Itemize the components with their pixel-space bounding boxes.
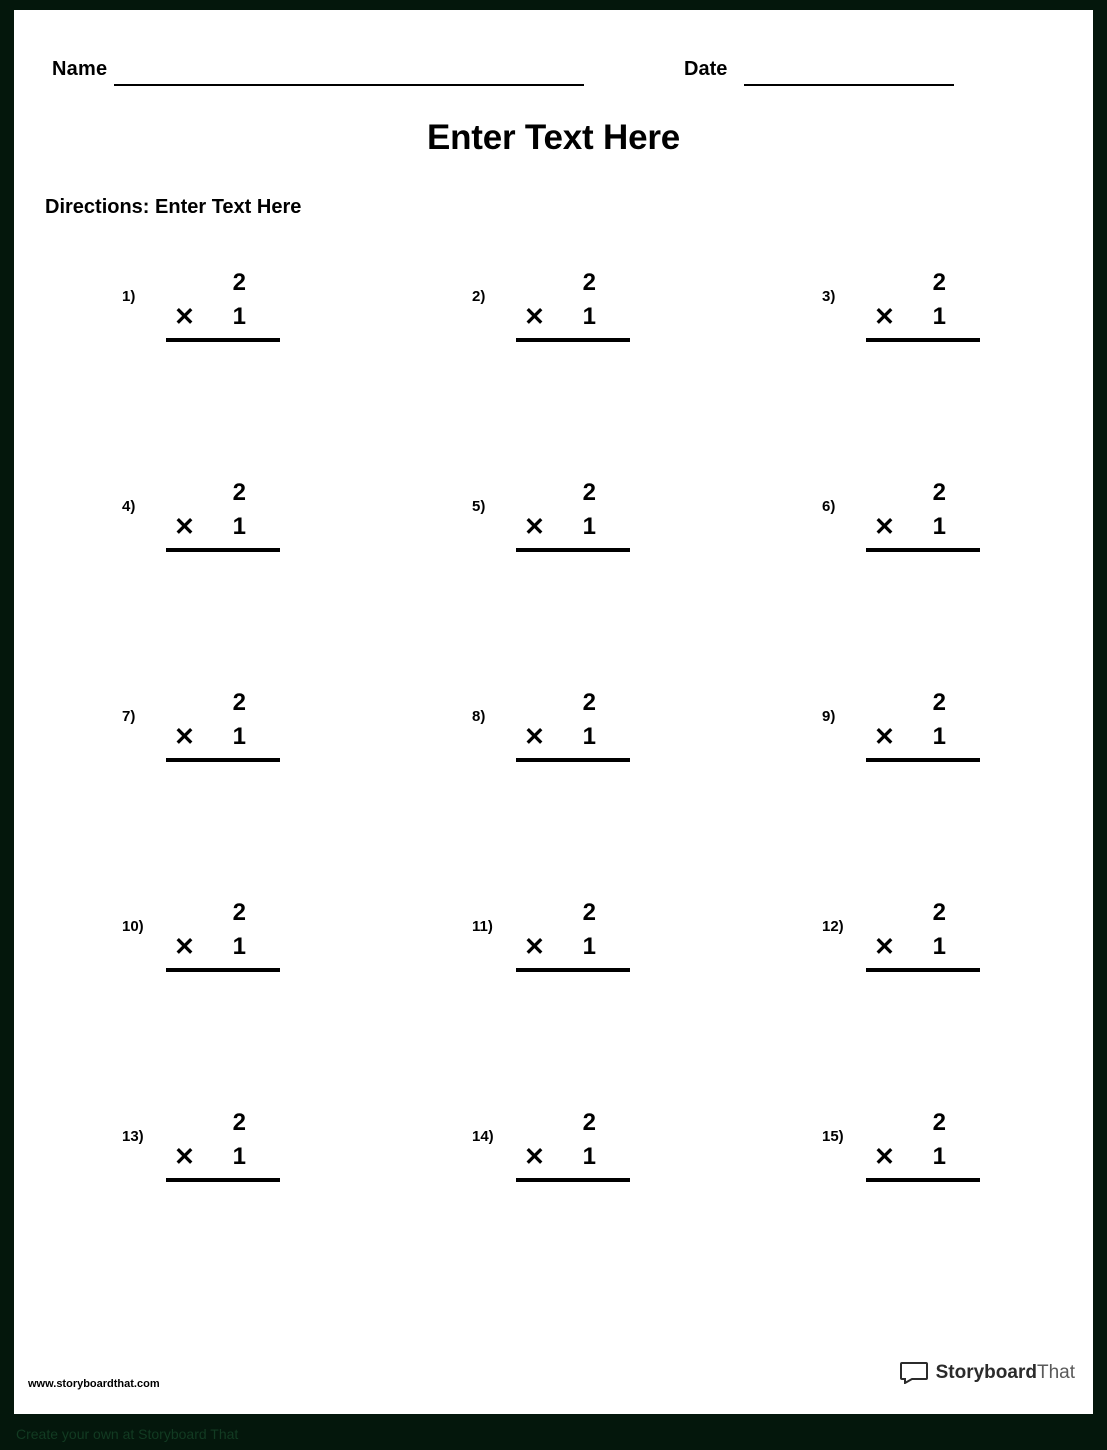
problem-item — [424, 250, 774, 460]
problem-stack — [166, 896, 284, 972]
multiply-icon: ✕ — [524, 513, 545, 541]
problem-stack — [516, 1106, 634, 1182]
top-operand: 2 — [232, 689, 246, 716]
operator-row — [166, 1140, 284, 1174]
speech-bubble-icon — [900, 1362, 928, 1384]
multiply-icon: ✕ — [524, 303, 545, 331]
problem-item — [424, 460, 774, 670]
problem-number: 4) — [122, 498, 136, 515]
directions-text[interactable]: Directions: Enter Text Here — [45, 196, 302, 218]
problem-stack — [866, 896, 984, 972]
answer-line[interactable] — [166, 968, 280, 972]
page-title[interactable]: Enter Text Here — [426, 118, 681, 157]
multiply-icon: ✕ — [874, 513, 895, 541]
operator-row — [166, 720, 284, 754]
multiply-icon: ✕ — [174, 933, 195, 961]
problem-number: 2) — [472, 288, 486, 305]
problem-item — [774, 250, 1107, 460]
bottom-operand: 1 — [582, 933, 596, 960]
bottom-operand: 1 — [232, 303, 246, 330]
problem-item — [74, 460, 424, 670]
bottom-strip: Create your own at Storyboard That — [0, 1420, 1107, 1450]
brand-logo[interactable] — [900, 1362, 1075, 1384]
operator-row — [866, 300, 984, 334]
problem-number: 11) — [472, 918, 493, 935]
brand-text-bold: Storyboard — [935, 1362, 1037, 1383]
problem-number: 8) — [472, 708, 486, 725]
operator-row — [866, 930, 984, 964]
multiply-icon: ✕ — [174, 723, 195, 751]
operator-row — [866, 1140, 984, 1174]
top-operand: 2 — [582, 479, 596, 506]
answer-line[interactable] — [516, 758, 630, 762]
bottom-operand: 1 — [582, 723, 596, 750]
problem-number: 6) — [822, 498, 836, 515]
answer-line[interactable] — [516, 338, 630, 342]
multiply-icon: ✕ — [874, 933, 895, 961]
footer-url[interactable]: www.storyboardthat.com — [28, 1378, 160, 1390]
bottom-operand: 1 — [932, 513, 946, 540]
operator-row — [516, 300, 634, 334]
name-write-line[interactable] — [114, 84, 584, 86]
problem-number: 5) — [472, 498, 486, 515]
header-row — [14, 58, 1093, 98]
problem-number: 14) — [472, 1128, 494, 1145]
multiply-icon: ✕ — [174, 513, 195, 541]
top-operand: 2 — [232, 1109, 246, 1136]
problem-number: 15) — [822, 1128, 844, 1145]
answer-line[interactable] — [516, 548, 630, 552]
problem-stack — [516, 686, 634, 762]
operator-row — [866, 720, 984, 754]
answer-line[interactable] — [516, 1178, 630, 1182]
problem-stack — [166, 266, 284, 342]
answer-line[interactable] — [866, 968, 980, 972]
multiply-icon: ✕ — [874, 723, 895, 751]
problem-number: 13) — [122, 1128, 144, 1145]
brand-text-light: That — [1036, 1362, 1075, 1383]
top-operand: 2 — [232, 479, 246, 506]
top-operand: 2 — [932, 1109, 946, 1136]
top-operand: 2 — [232, 899, 246, 926]
operator-row — [516, 930, 634, 964]
problem-stack — [866, 476, 984, 552]
operator-row — [866, 510, 984, 544]
multiply-icon: ✕ — [524, 723, 545, 751]
bottom-operand: 1 — [232, 723, 246, 750]
problem-item — [74, 880, 424, 1090]
multiply-icon: ✕ — [874, 1143, 895, 1171]
answer-line[interactable] — [866, 338, 980, 342]
problem-stack — [516, 896, 634, 972]
problem-number: 10) — [122, 918, 144, 935]
bottom-operand: 1 — [232, 1143, 246, 1170]
bottom-operand: 1 — [232, 513, 246, 540]
multiply-icon: ✕ — [174, 1143, 195, 1171]
problem-stack — [166, 476, 284, 552]
bottom-operand: 1 — [582, 303, 596, 330]
problem-item — [74, 670, 424, 880]
operator-row — [516, 720, 634, 754]
problem-item — [424, 1090, 774, 1300]
problem-item — [774, 880, 1107, 1090]
problem-number: 7) — [122, 708, 136, 725]
problem-item — [774, 460, 1107, 670]
problem-item — [74, 250, 424, 460]
top-operand: 2 — [932, 689, 946, 716]
answer-line[interactable] — [166, 338, 280, 342]
answer-line[interactable] — [866, 548, 980, 552]
problem-item — [74, 1090, 424, 1300]
problem-number: 1) — [122, 288, 136, 305]
operator-row — [166, 300, 284, 334]
bottom-operand: 1 — [932, 1143, 946, 1170]
bottom-operand: 1 — [932, 933, 946, 960]
problem-number: 9) — [822, 708, 836, 725]
problem-stack — [166, 1106, 284, 1182]
multiply-icon: ✕ — [874, 303, 895, 331]
problem-number: 12) — [822, 918, 844, 935]
answer-line[interactable] — [866, 1178, 980, 1182]
operator-row — [166, 510, 284, 544]
problem-number: 3) — [822, 288, 836, 305]
problem-item — [424, 670, 774, 880]
top-operand: 2 — [932, 269, 946, 296]
answer-line[interactable] — [166, 548, 280, 552]
top-operand: 2 — [582, 689, 596, 716]
operator-row — [516, 510, 634, 544]
problem-stack — [866, 686, 984, 762]
top-operand: 2 — [932, 479, 946, 506]
worksheet-page — [14, 10, 1093, 1414]
operator-row — [516, 1140, 634, 1174]
date-write-line[interactable] — [744, 84, 954, 86]
top-operand: 2 — [582, 1109, 596, 1136]
top-operand: 2 — [582, 899, 596, 926]
top-operand: 2 — [932, 899, 946, 926]
answer-line[interactable] — [166, 1178, 280, 1182]
bottom-operand: 1 — [932, 723, 946, 750]
problems-grid — [74, 250, 1054, 1300]
problem-stack — [516, 476, 634, 552]
answer-line[interactable] — [516, 968, 630, 972]
top-operand: 2 — [232, 269, 246, 296]
problem-stack — [166, 686, 284, 762]
multiply-icon: ✕ — [524, 1143, 545, 1171]
problem-item — [424, 880, 774, 1090]
operator-row — [166, 930, 284, 964]
answer-line[interactable] — [866, 758, 980, 762]
problem-stack — [866, 266, 984, 342]
bottom-operand: 1 — [582, 1143, 596, 1170]
problem-stack — [866, 1106, 984, 1182]
bottom-operand: 1 — [582, 513, 596, 540]
answer-line[interactable] — [166, 758, 280, 762]
brand-text — [936, 1362, 1075, 1384]
problem-stack — [516, 266, 634, 342]
problem-item — [774, 1090, 1107, 1300]
bottom-operand: 1 — [232, 933, 246, 960]
bottom-operand: 1 — [932, 303, 946, 330]
multiply-icon: ✕ — [174, 303, 195, 331]
multiply-icon: ✕ — [524, 933, 545, 961]
top-operand: 2 — [582, 269, 596, 296]
problem-item — [774, 670, 1107, 880]
name-label: Name — [52, 58, 108, 80]
date-label: Date — [684, 58, 728, 80]
